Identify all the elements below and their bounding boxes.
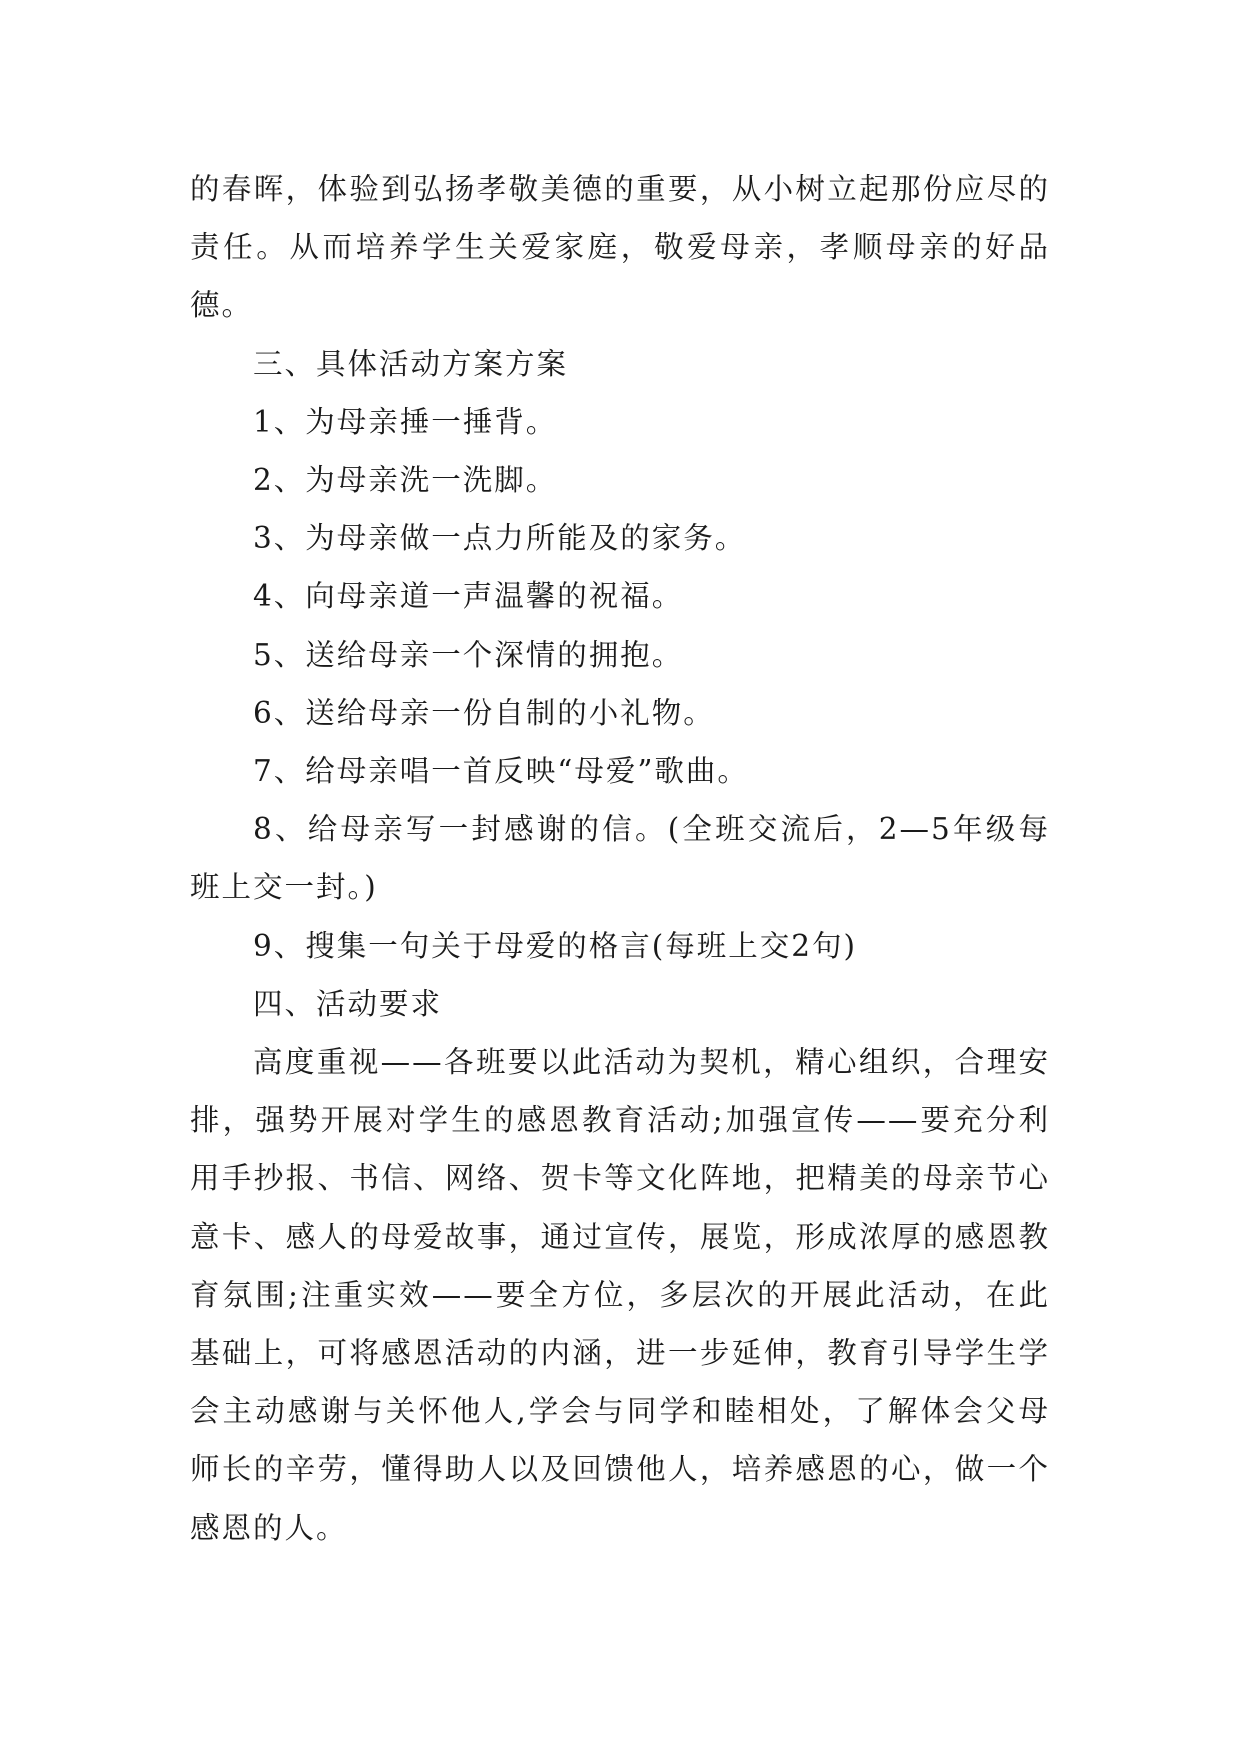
list-item-9: 9、搜集一句关于母爱的格言(每班上交2句) [253, 928, 858, 963]
list-item-5: 5、送给母亲一个深情的拥抱。 [253, 637, 684, 672]
section-heading-4: 四、活动要求 [253, 986, 443, 1021]
section-heading-3: 三、具体活动方案方案 [253, 346, 569, 381]
document-body [190, 160, 1050, 1557]
list-item-6: 6、送给母亲一份自制的小礼物。 [253, 695, 715, 730]
list-item-8: 8、给母亲写一封感谢的信。(全班交流后，2—5年级每班上交一封。) [190, 812, 1050, 905]
list-item-4: 4、向母亲道一声温馨的祝福。 [253, 579, 684, 614]
list-item-7: 7、给母亲唱一首反映“母爱”歌曲。 [253, 754, 749, 789]
list-item-2: 2、为母亲洗一洗脚。 [253, 463, 558, 498]
list-item-1: 1、为母亲捶一捶背。 [253, 404, 558, 439]
list-item-3: 3、为母亲做一点力所能及的家务。 [253, 521, 747, 556]
requirements-paragraph: 高度重视——各班要以此活动为契机，精心组织，合理安排，强势开展对学生的感恩教育活动;加强宣传——要充分利用手抄报、书信、网络、贺卡等文化阵地，把精美的母亲节心意卡、感人的母爱故事，通过宣传，展览，形成浓厚的感恩教育氛围;注重实效——要全方位，多层次的开展此活动，在此基础上，可将感恩活动的内涵，进一步延伸，教育引导学生学会主动感谢与关怀他人,学会与同学和睦相处，了解体会父母师长的辛劳，懂得助人以及回馈他人，培养感恩的心，做一个感恩的人。 [190, 1045, 1050, 1545]
paragraph-continuation: 的春晖，体验到弘扬孝敬美德的重要，从小树立起那份应尽的责任。从而培养学生关爱家庭，敬爱母亲，孝顺母亲的好品德。 [190, 172, 1050, 323]
